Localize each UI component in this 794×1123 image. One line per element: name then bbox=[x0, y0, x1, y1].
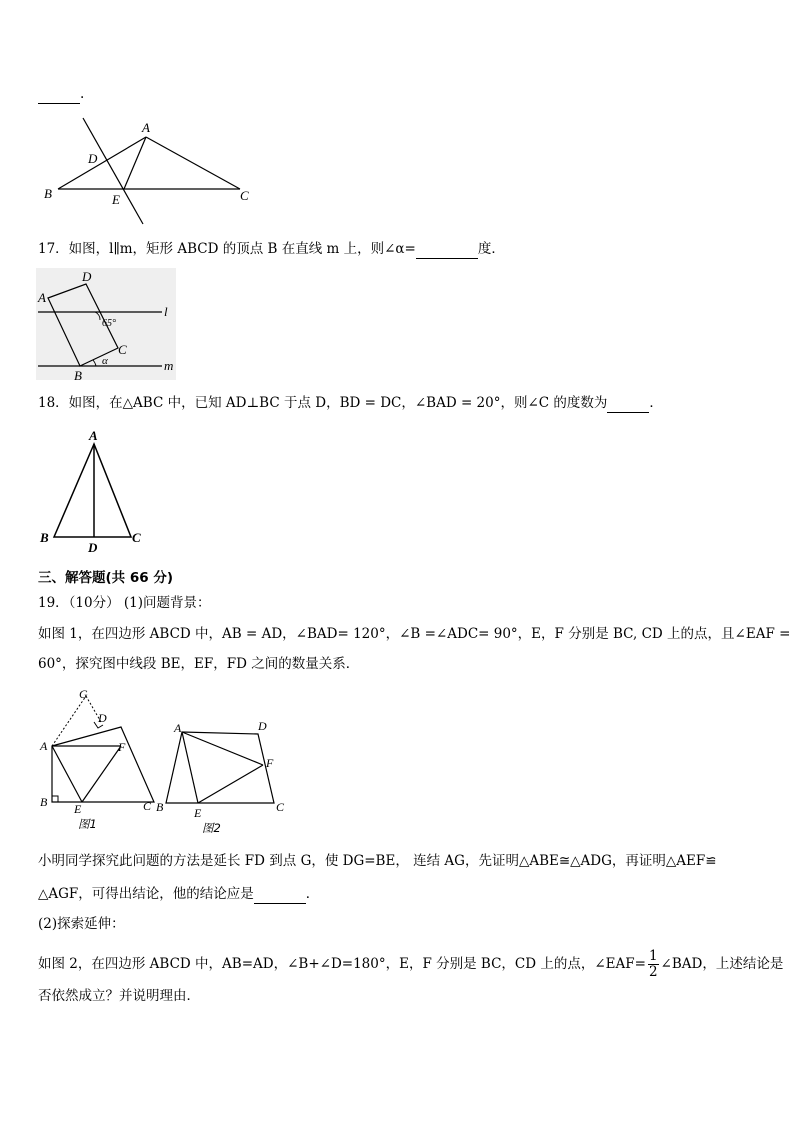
q19-p2-text: △AGF，可得出结论，他的结论应是 bbox=[38, 886, 254, 902]
figure-17 bbox=[36, 268, 196, 383]
segment-ae bbox=[182, 732, 198, 803]
label-a: A bbox=[142, 120, 150, 135]
question-18 bbox=[38, 393, 663, 413]
section-title: 三、解答题(共 66 分) bbox=[38, 570, 174, 586]
label-l: l bbox=[164, 304, 168, 319]
label-d: D bbox=[82, 269, 92, 284]
label-b: B bbox=[74, 368, 82, 383]
label-g: G bbox=[79, 687, 88, 701]
label-e: E bbox=[194, 806, 202, 820]
answer-line-16 bbox=[38, 84, 84, 104]
label-c: C bbox=[132, 530, 141, 545]
fraction-one-half bbox=[648, 949, 659, 980]
label-f: F bbox=[118, 740, 126, 754]
answer-blank bbox=[38, 89, 80, 104]
label-c: C bbox=[276, 800, 285, 814]
figure-2 bbox=[156, 714, 296, 836]
figure-18 bbox=[36, 426, 156, 556]
fraction-numerator: 1 bbox=[648, 948, 658, 964]
answer-blank bbox=[607, 398, 649, 413]
label-c: C bbox=[143, 799, 152, 813]
label-alpha: α bbox=[102, 355, 108, 367]
q19-part2-header: (2)探索延伸： bbox=[38, 916, 125, 932]
label-a: A bbox=[89, 428, 98, 443]
figure-1 bbox=[36, 684, 166, 834]
q19-p2-suffix: ． bbox=[305, 886, 320, 902]
label-m: m bbox=[164, 358, 174, 373]
q19-p1-line1: 如图 1，在四边形 ABCD 中，AB = AD，∠BAD= 120°，∠B =∠ADC= 90°，E，F 分别是 BC, CD 上的点，且∠EAF = bbox=[38, 626, 791, 642]
q19-p2-line2 bbox=[38, 884, 319, 904]
line-de bbox=[83, 118, 143, 224]
segment-ae bbox=[124, 137, 146, 189]
label-e: E bbox=[74, 802, 82, 816]
label-d: D bbox=[98, 711, 107, 725]
figure-16 bbox=[36, 112, 266, 227]
label-d: D bbox=[88, 151, 98, 166]
q18-suffix: ． bbox=[649, 395, 663, 411]
label-65-degrees: 65° bbox=[102, 318, 116, 329]
segment-ef bbox=[82, 746, 121, 802]
label-a: A bbox=[40, 739, 48, 753]
label-d: D bbox=[88, 540, 98, 555]
caption-figure-2: 图2 bbox=[202, 821, 221, 835]
answer-blank bbox=[416, 244, 478, 259]
label-f: F bbox=[266, 756, 274, 770]
label-b: B bbox=[40, 795, 48, 809]
segment-ba bbox=[58, 137, 146, 189]
caption-figure-1: 图1 bbox=[78, 817, 97, 831]
label-b: B bbox=[40, 530, 49, 545]
label-d: D bbox=[258, 719, 267, 733]
q19-p3-line2: 否依然成立？并说明理由． bbox=[38, 988, 200, 1004]
q17-suffix: 度． bbox=[477, 241, 505, 257]
label-a: A bbox=[174, 721, 182, 735]
q19-p3-line1 bbox=[38, 949, 783, 980]
label-a: A bbox=[38, 290, 46, 305]
segment-ef bbox=[198, 765, 263, 803]
q17-text: 17．如图，l∥m，矩形 ABCD 的顶点 B 在直线 m 上，则∠α= bbox=[38, 241, 416, 257]
label-c: C bbox=[118, 342, 127, 357]
question-17 bbox=[38, 239, 505, 259]
right-angle-b bbox=[52, 796, 58, 802]
segment-af bbox=[182, 732, 263, 765]
label-b: B bbox=[44, 186, 52, 201]
q19-p3-suffix: ∠BAD，上述结论是 bbox=[660, 956, 784, 972]
label-b: B bbox=[156, 800, 164, 814]
period: . bbox=[80, 86, 85, 102]
segment-ac bbox=[146, 137, 240, 189]
q19-header: 19．（10分） (1)问题背景： bbox=[38, 595, 211, 611]
segment-ae bbox=[52, 746, 82, 802]
quadrilateral-abcd bbox=[52, 727, 154, 802]
q19-p1-line2: 60°，探究图中线段 BE，EF，FD 之间的数量关系． bbox=[38, 656, 360, 672]
label-c: C bbox=[240, 188, 249, 203]
label-e: E bbox=[112, 192, 120, 207]
q19-p3-text: 如图 2，在四边形 ABCD 中，AB=AD，∠B+∠D=180°，E，F 分别是 BC，CD 上的点，∠EAF= bbox=[38, 956, 646, 972]
q18-text: 18．如图，在△ABC 中，已知 AD⊥BC 于点 D，BD = DC，∠BAD = 20°，则∠C 的度数为 bbox=[38, 395, 608, 411]
fraction-denominator: 2 bbox=[648, 964, 658, 980]
triangle-abc bbox=[54, 444, 131, 537]
answer-blank bbox=[254, 889, 306, 904]
q19-p2-line1: 小明同学探究此问题的方法是延长 FD 到点 G，使 DG=BE， 连结 AG，先证明△ABE≅△ADG，再证明△AEF≌ bbox=[38, 853, 717, 869]
